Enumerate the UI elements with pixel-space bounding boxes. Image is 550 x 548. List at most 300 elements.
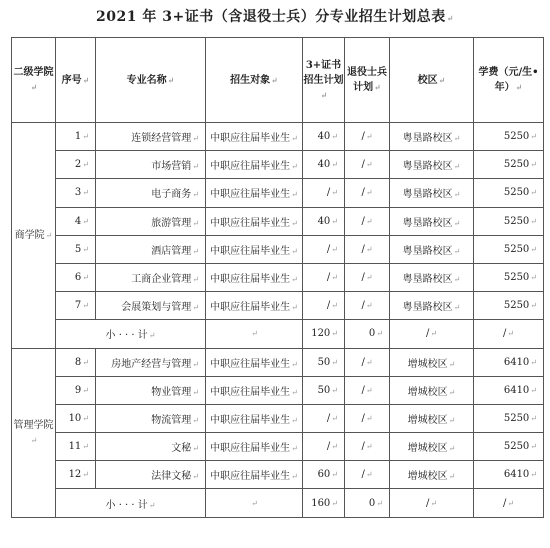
target-cell bbox=[206, 151, 303, 179]
index-cell bbox=[56, 207, 96, 235]
subtotal-plan-cell bbox=[303, 489, 345, 517]
paragraph-mark: ↵ bbox=[365, 470, 373, 480]
subtotal-label-cell bbox=[56, 489, 206, 517]
target-cell-text: 中职应往届毕业生 bbox=[210, 245, 291, 257]
fee-cell-text: 5250 bbox=[503, 131, 530, 143]
paragraph-mark: ↵ bbox=[192, 387, 199, 397]
subtotal-campus-cell bbox=[390, 320, 474, 348]
fee-cell bbox=[474, 461, 544, 489]
college-cell bbox=[12, 123, 56, 349]
index-cell-text: 7 bbox=[74, 300, 82, 312]
fee-cell-text: 5250 bbox=[503, 159, 530, 171]
document-title bbox=[0, 6, 550, 26]
fee-cell-text: 5250 bbox=[503, 215, 530, 227]
index-cell bbox=[56, 433, 96, 461]
college-cell-text: 商学院 bbox=[14, 229, 45, 241]
paragraph-mark: ↵ bbox=[365, 385, 373, 395]
target-cell bbox=[206, 235, 303, 263]
paragraph-mark: ↵ bbox=[82, 442, 89, 452]
campus-cell-text: 粤垦路校区 bbox=[402, 161, 453, 173]
target-cell-text: 中职应往届毕业生 bbox=[210, 443, 291, 455]
fee-cell-text: 5250 bbox=[503, 300, 530, 312]
fee-cell bbox=[474, 404, 544, 432]
veteran-cell-text: / bbox=[361, 243, 365, 255]
major-cell-text: 会展策划与管理 bbox=[121, 302, 192, 314]
paragraph-mark: ↵ bbox=[82, 216, 89, 226]
paragraph-mark: ↵ bbox=[376, 329, 383, 339]
fee-cell bbox=[474, 263, 544, 291]
header-college bbox=[12, 38, 56, 123]
plan-cell bbox=[303, 207, 345, 235]
major-cell-text: 物流管理 bbox=[151, 414, 192, 426]
paragraph-mark: ↵ bbox=[30, 82, 38, 92]
major-cell bbox=[96, 207, 206, 235]
table-row bbox=[12, 292, 544, 320]
paragraph-mark: ↵ bbox=[192, 359, 199, 369]
fee-cell-text: 5250 bbox=[503, 412, 530, 424]
campus-cell-text: 增城校区 bbox=[407, 443, 448, 455]
paragraph-mark: ↵ bbox=[365, 273, 373, 283]
campus-cell-text: 粤垦路校区 bbox=[402, 245, 453, 257]
veteran-cell-text: / bbox=[361, 131, 365, 143]
campus-cell bbox=[390, 207, 474, 235]
paragraph-mark: ↵ bbox=[82, 273, 89, 283]
veteran-cell bbox=[345, 376, 390, 404]
paragraph-mark: ↵ bbox=[331, 357, 338, 367]
veteran-cell bbox=[345, 292, 390, 320]
header-veteran-label: 退役士兵计划 bbox=[347, 67, 387, 93]
paragraph-mark: ↵ bbox=[365, 132, 373, 142]
campus-cell-text: 增城校区 bbox=[407, 358, 448, 370]
fee-cell bbox=[474, 207, 544, 235]
subtotal-label-cell-text: 小 · · · 计 bbox=[105, 330, 148, 342]
paragraph-mark: ↵ bbox=[331, 442, 338, 452]
paragraph-mark: ↵ bbox=[365, 188, 373, 198]
paragraph-mark: ↵ bbox=[507, 498, 515, 508]
veteran-cell-text: / bbox=[361, 356, 365, 368]
campus-cell bbox=[390, 433, 474, 461]
plan-cell bbox=[303, 433, 345, 461]
table-body bbox=[12, 123, 544, 518]
plan-cell-text: / bbox=[326, 187, 331, 199]
campus-cell-text: 增城校区 bbox=[407, 414, 448, 426]
campus-cell-text: 粤垦路校区 bbox=[402, 274, 453, 286]
plan-cell-text: 40 bbox=[317, 215, 331, 227]
paragraph-mark: ↵ bbox=[192, 162, 199, 172]
index-cell-text: 3 bbox=[74, 187, 82, 199]
major-cell bbox=[96, 461, 206, 489]
veteran-cell bbox=[345, 433, 390, 461]
veteran-cell bbox=[345, 348, 390, 376]
index-cell-text: 1 bbox=[74, 131, 82, 143]
subtotal-target-cell bbox=[206, 489, 303, 517]
campus-cell bbox=[390, 151, 474, 179]
veteran-cell bbox=[345, 404, 390, 432]
campus-cell bbox=[390, 123, 474, 151]
plan-cell bbox=[303, 292, 345, 320]
plan-cell bbox=[303, 151, 345, 179]
paragraph-mark: ↵ bbox=[192, 246, 199, 256]
index-cell bbox=[56, 461, 96, 489]
paragraph-mark: ↵ bbox=[365, 413, 373, 423]
paragraph-mark: ↵ bbox=[530, 385, 537, 395]
header-major-label: 专业名称 bbox=[126, 74, 167, 86]
subtotal-plan-cell-text: 160 bbox=[311, 497, 331, 509]
paragraph-mark: ↵ bbox=[530, 470, 537, 480]
paragraph-mark: ↵ bbox=[291, 246, 298, 256]
plan-cell bbox=[303, 404, 345, 432]
paragraph-mark: ↵ bbox=[448, 415, 456, 425]
header-row bbox=[12, 38, 544, 123]
paragraph-mark: ↵ bbox=[530, 188, 537, 198]
paragraph-mark: ↵ bbox=[331, 385, 338, 395]
paragraph-mark: ↵ bbox=[45, 230, 53, 240]
plan-cell bbox=[303, 461, 345, 489]
paragraph-mark: ↵ bbox=[82, 357, 89, 367]
major-cell-text: 旅游管理 bbox=[151, 217, 192, 229]
target-cell-text: 中职应往届毕业生 bbox=[210, 161, 291, 173]
target-cell bbox=[206, 179, 303, 207]
paragraph-mark: ↵ bbox=[365, 357, 373, 367]
target-cell bbox=[206, 348, 303, 376]
major-cell bbox=[96, 235, 206, 263]
campus-cell-text: 增城校区 bbox=[407, 471, 448, 483]
index-cell bbox=[56, 123, 96, 151]
table-row bbox=[12, 433, 544, 461]
paragraph-mark: ↵ bbox=[192, 303, 199, 313]
major-cell-text: 酒店管理 bbox=[151, 245, 192, 257]
table-row bbox=[12, 263, 544, 291]
major-cell bbox=[96, 348, 206, 376]
paragraph-mark: ↵ bbox=[374, 82, 381, 92]
veteran-cell bbox=[345, 235, 390, 263]
paragraph-mark: ↵ bbox=[438, 74, 446, 85]
paragraph-mark: ↵ bbox=[291, 162, 298, 172]
major-cell bbox=[96, 433, 206, 461]
paragraph-mark: ↵ bbox=[82, 301, 89, 311]
target-cell-text: 中职应往届毕业生 bbox=[210, 386, 291, 398]
major-cell bbox=[96, 376, 206, 404]
veteran-cell-text: / bbox=[361, 412, 365, 424]
paragraph-mark: ↵ bbox=[331, 498, 338, 508]
veteran-cell bbox=[345, 263, 390, 291]
campus-cell bbox=[390, 235, 474, 263]
major-cell bbox=[96, 123, 206, 151]
fee-cell-text: 5250 bbox=[503, 243, 530, 255]
table-row bbox=[12, 151, 544, 179]
target-cell-text: 中职应往届毕业生 bbox=[210, 471, 291, 483]
veteran-cell-text: / bbox=[361, 187, 365, 199]
target-cell bbox=[206, 292, 303, 320]
major-cell-text: 法律文秘 bbox=[151, 471, 192, 483]
paragraph-mark: ↵ bbox=[448, 444, 456, 454]
paragraph-mark: ↵ bbox=[82, 74, 90, 85]
index-cell-text: 9 bbox=[74, 384, 82, 396]
subtotal-veteran-cell bbox=[345, 489, 390, 517]
header-target bbox=[206, 38, 303, 123]
paragraph-mark: ↵ bbox=[82, 132, 89, 142]
paragraph-mark: ↵ bbox=[167, 74, 175, 85]
campus-cell-text: 增城校区 bbox=[407, 386, 448, 398]
paragraph-mark: ↵ bbox=[192, 444, 199, 454]
target-cell bbox=[206, 376, 303, 404]
index-cell-text: 2 bbox=[74, 159, 82, 171]
paragraph-mark: ↵ bbox=[331, 413, 338, 423]
paragraph-mark: ↵ bbox=[530, 216, 537, 226]
fee-cell bbox=[474, 123, 544, 151]
header-plan bbox=[303, 38, 345, 123]
paragraph-mark: ↵ bbox=[320, 89, 328, 100]
paragraph-mark: ↵ bbox=[331, 273, 338, 283]
index-cell bbox=[56, 235, 96, 263]
veteran-cell bbox=[345, 151, 390, 179]
fee-cell-text: 5250 bbox=[503, 441, 530, 453]
paragraph-mark: ↵ bbox=[515, 82, 523, 92]
enrollment-plan-table bbox=[11, 37, 544, 518]
paragraph-mark: ↵ bbox=[291, 134, 298, 144]
subtotal-fee-cell bbox=[474, 489, 544, 517]
campus-cell-text: 粤垦路校区 bbox=[402, 302, 453, 314]
paragraph-mark: ↵ bbox=[192, 472, 199, 482]
subtotal-campus-cell-text: / bbox=[425, 497, 430, 509]
plan-cell bbox=[303, 376, 345, 404]
title-text: 2021 年 3+证书（含退役士兵）分专业招生计划总表 bbox=[96, 9, 446, 25]
paragraph-mark: ↵ bbox=[192, 134, 199, 144]
veteran-cell-text: / bbox=[361, 159, 365, 171]
target-cell bbox=[206, 433, 303, 461]
paragraph-mark: ↵ bbox=[291, 387, 298, 397]
header-campus bbox=[390, 38, 474, 123]
paragraph-mark: ↵ bbox=[331, 329, 338, 339]
index-cell bbox=[56, 151, 96, 179]
subtotal-fee-cell bbox=[474, 320, 544, 348]
target-cell-text: 中职应往届毕业生 bbox=[210, 133, 291, 145]
header-fee-label: 学费（元/生•年） bbox=[478, 67, 539, 93]
subtotal-veteran-cell bbox=[345, 320, 390, 348]
subtotal-fee-cell-text: / bbox=[502, 328, 507, 340]
subtotal-row bbox=[12, 320, 544, 348]
paragraph-mark: ↵ bbox=[30, 435, 38, 445]
paragraph-mark: ↵ bbox=[291, 444, 298, 454]
major-cell-text: 电子商务 bbox=[151, 189, 192, 201]
table-row bbox=[12, 404, 544, 432]
paragraph-mark: ↵ bbox=[291, 415, 298, 425]
major-cell bbox=[96, 179, 206, 207]
subtotal-plan-cell-text: 120 bbox=[311, 328, 331, 340]
index-cell-text: 11 bbox=[68, 441, 82, 453]
paragraph-mark: ↵ bbox=[192, 415, 199, 425]
plan-cell bbox=[303, 123, 345, 151]
veteran-cell bbox=[345, 207, 390, 235]
table-row bbox=[12, 207, 544, 235]
paragraph-mark: ↵ bbox=[530, 357, 537, 367]
table-row bbox=[12, 123, 544, 151]
index-cell-text: 10 bbox=[68, 412, 82, 424]
subtotal-label-cell-text: 小 · · · 计 bbox=[105, 499, 148, 511]
paragraph-mark: ↵ bbox=[331, 244, 338, 254]
fee-cell-text: 5250 bbox=[503, 187, 530, 199]
target-cell bbox=[206, 263, 303, 291]
paragraph-mark: ↵ bbox=[530, 442, 537, 452]
paragraph-mark: ↵ bbox=[331, 160, 338, 170]
paragraph-mark: ↵ bbox=[365, 244, 373, 254]
plan-cell bbox=[303, 179, 345, 207]
campus-cell bbox=[390, 461, 474, 489]
fee-cell-text: 5250 bbox=[503, 272, 530, 284]
paragraph-mark: ↵ bbox=[271, 74, 278, 85]
major-cell-text: 连锁经营管理 bbox=[131, 133, 192, 145]
major-cell-text: 工商企业管理 bbox=[131, 274, 192, 286]
header-college-label: 二级学院 bbox=[13, 67, 54, 78]
header-campus-label: 校区 bbox=[417, 74, 438, 86]
major-cell-text: 文秘 bbox=[171, 443, 192, 455]
paragraph-mark: ↵ bbox=[82, 160, 89, 170]
target-cell bbox=[206, 404, 303, 432]
paragraph-mark: ↵ bbox=[192, 190, 199, 200]
veteran-cell-text: / bbox=[361, 300, 365, 312]
subtotal-veteran-cell-text: 0 bbox=[368, 328, 376, 340]
veteran-cell-text: / bbox=[361, 272, 365, 284]
plan-cell-text: 60 bbox=[317, 469, 331, 481]
plan-cell bbox=[303, 263, 345, 291]
paragraph-mark: ↵ bbox=[291, 472, 298, 482]
fee-cell-text: 6410 bbox=[503, 384, 530, 396]
index-cell bbox=[56, 263, 96, 291]
table-row bbox=[12, 461, 544, 489]
paragraph-mark: ↵ bbox=[530, 301, 537, 311]
target-cell-text: 中职应往届毕业生 bbox=[210, 358, 291, 370]
plan-cell-text: 40 bbox=[317, 131, 331, 143]
subtotal-plan-cell bbox=[303, 320, 345, 348]
subtotal-campus-cell bbox=[390, 489, 474, 517]
paragraph-mark: ↵ bbox=[365, 442, 373, 452]
campus-cell bbox=[390, 179, 474, 207]
header-major bbox=[96, 38, 206, 123]
paragraph-mark: ↵ bbox=[446, 13, 454, 23]
paragraph-mark: ↵ bbox=[376, 498, 383, 508]
subtotal-campus-cell-text: / bbox=[425, 328, 430, 340]
paragraph-mark: ↵ bbox=[530, 132, 537, 142]
plan-cell-text: 50 bbox=[317, 384, 331, 396]
plan-cell-text: 40 bbox=[317, 159, 331, 171]
table-row bbox=[12, 376, 544, 404]
campus-cell-text: 粤垦路校区 bbox=[402, 189, 453, 201]
paragraph-mark: ↵ bbox=[430, 329, 438, 339]
paragraph-mark: ↵ bbox=[291, 303, 298, 313]
fee-cell-text: 6410 bbox=[503, 469, 530, 481]
plan-cell-text: 50 bbox=[317, 356, 331, 368]
index-cell-text: 12 bbox=[68, 469, 82, 481]
plan-cell-text: / bbox=[326, 412, 331, 424]
index-cell bbox=[56, 376, 96, 404]
veteran-cell-text: / bbox=[361, 441, 365, 453]
index-cell-text: 4 bbox=[74, 215, 82, 227]
paragraph-mark: ↵ bbox=[430, 498, 438, 508]
paragraph-mark: ↵ bbox=[291, 190, 298, 200]
paragraph-mark: ↵ bbox=[82, 470, 89, 480]
header-veteran bbox=[345, 38, 390, 123]
paragraph-mark: ↵ bbox=[331, 470, 338, 480]
subtotal-fee-cell-text: / bbox=[502, 497, 507, 509]
paragraph-mark: ↵ bbox=[530, 273, 537, 283]
target-cell-text: 中职应往届毕业生 bbox=[210, 189, 291, 201]
paragraph-mark: ↵ bbox=[453, 218, 461, 228]
paragraph-mark: ↵ bbox=[530, 244, 537, 254]
fee-cell-text: 6410 bbox=[503, 356, 530, 368]
paragraph-mark: ↵ bbox=[365, 216, 373, 226]
plan-cell-text: / bbox=[326, 243, 331, 255]
paragraph-mark: ↵ bbox=[453, 275, 461, 285]
paragraph-mark: ↵ bbox=[82, 188, 89, 198]
paragraph-mark: ↵ bbox=[453, 134, 461, 144]
major-cell-text: 物业管理 bbox=[151, 386, 192, 398]
paragraph-mark: ↵ bbox=[530, 413, 537, 423]
fee-cell bbox=[474, 292, 544, 320]
paragraph-mark: ↵ bbox=[331, 132, 338, 142]
major-cell bbox=[96, 292, 206, 320]
paragraph-mark: ↵ bbox=[82, 385, 89, 395]
subtotal-row bbox=[12, 489, 544, 517]
paragraph-mark: ↵ bbox=[530, 160, 537, 170]
paragraph-mark: ↵ bbox=[365, 160, 373, 170]
veteran-cell-text: / bbox=[361, 469, 365, 481]
college-cell-text: 管理学院 bbox=[13, 419, 54, 431]
paragraph-mark: ↵ bbox=[251, 329, 258, 339]
campus-cell bbox=[390, 348, 474, 376]
paragraph-mark: ↵ bbox=[507, 329, 515, 339]
index-cell-text: 8 bbox=[74, 356, 82, 368]
major-cell bbox=[96, 263, 206, 291]
paragraph-mark: ↵ bbox=[291, 359, 298, 369]
target-cell bbox=[206, 461, 303, 489]
paragraph-mark: ↵ bbox=[331, 188, 338, 198]
plan-cell-text: / bbox=[326, 300, 331, 312]
paragraph-mark: ↵ bbox=[82, 244, 89, 254]
campus-cell-text: 粤垦路校区 bbox=[402, 217, 453, 229]
table-row bbox=[12, 179, 544, 207]
campus-cell bbox=[390, 376, 474, 404]
fee-cell bbox=[474, 235, 544, 263]
header-plan-label: 3+证书招生计划 bbox=[303, 59, 344, 86]
paragraph-mark: ↵ bbox=[453, 246, 461, 256]
plan-cell-text: / bbox=[326, 441, 331, 453]
fee-cell bbox=[474, 151, 544, 179]
plan-cell bbox=[303, 235, 345, 263]
fee-cell bbox=[474, 348, 544, 376]
plan-cell-text: / bbox=[326, 272, 331, 284]
paragraph-mark: ↵ bbox=[453, 190, 461, 200]
paragraph-mark: ↵ bbox=[291, 275, 298, 285]
paragraph-mark: ↵ bbox=[453, 303, 461, 313]
table-row bbox=[12, 348, 544, 376]
paragraph-mark: ↵ bbox=[331, 301, 338, 311]
paragraph-mark: ↵ bbox=[148, 500, 156, 510]
veteran-cell bbox=[345, 461, 390, 489]
target-cell-text: 中职应往届毕业生 bbox=[210, 274, 291, 286]
table-row bbox=[12, 235, 544, 263]
target-cell-text: 中职应往届毕业生 bbox=[210, 217, 291, 229]
index-cell bbox=[56, 348, 96, 376]
index-cell bbox=[56, 292, 96, 320]
header-target-label: 招生对象 bbox=[230, 74, 271, 86]
target-cell-text: 中职应往届毕业生 bbox=[210, 414, 291, 426]
fee-cell bbox=[474, 433, 544, 461]
paragraph-mark: ↵ bbox=[192, 275, 199, 285]
index-cell bbox=[56, 179, 96, 207]
header-index-label: 序号 bbox=[61, 74, 82, 86]
college-cell bbox=[12, 348, 56, 517]
header-index bbox=[56, 38, 96, 123]
